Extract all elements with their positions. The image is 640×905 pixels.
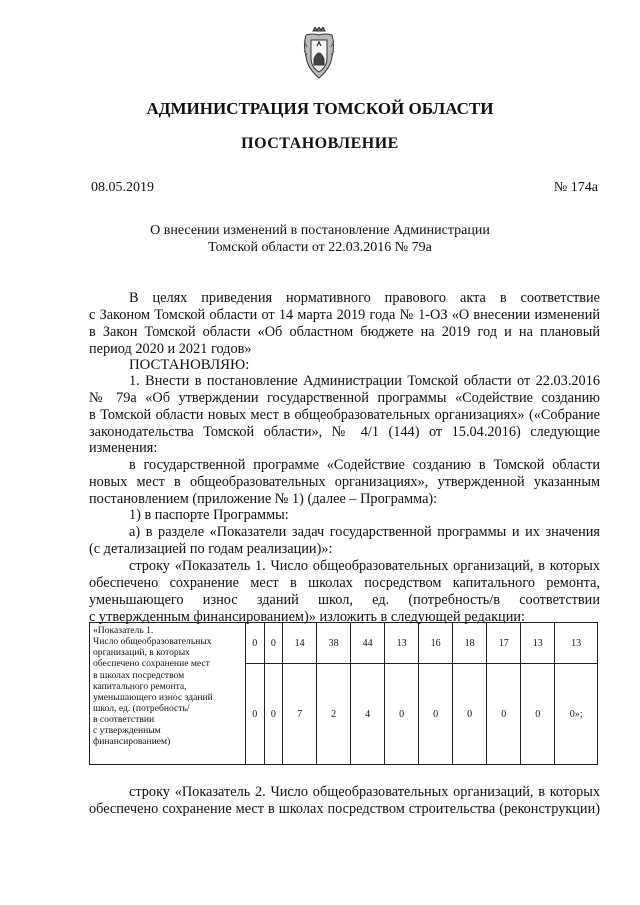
value-cell: 0	[521, 664, 555, 765]
value-cell: 7	[283, 664, 317, 765]
value-cell: 14	[283, 623, 317, 664]
body-line: обеспечено сохранение мест в школах посредством капитального ремонта,	[89, 575, 600, 591]
value-cell: 38	[317, 623, 351, 664]
value-cell: 2	[317, 664, 351, 765]
body-line: в государственной программе «Содействие созданию в Томской области	[129, 457, 600, 473]
body-line: изменения:	[89, 440, 158, 456]
body-line: № 79а «Об утверждении государственной программы «Содействие созданию	[89, 390, 600, 406]
value-cell: 0	[264, 664, 283, 765]
body-line: строку «Показатель 1. Число общеобразовательных организаций, в которых	[129, 558, 600, 574]
body-line: новых мест в общеобразовательных организациях», утвержденной указанным	[89, 474, 600, 490]
label-line: Число общеобразовательных	[93, 636, 212, 648]
body-line: 1) в паспорте Программы:	[129, 507, 289, 523]
value-cell: 0	[487, 664, 521, 765]
body-line: в Закон Томской области «Об областном бюджете на 2019 год и на плановый	[89, 324, 600, 340]
body-line: обеспечено сохранение мест в школах посредством строительства (реконструкции)	[89, 801, 600, 817]
indicator-label-cell	[90, 623, 246, 765]
label-line: в школах посредством	[93, 669, 185, 681]
indicator-table	[89, 622, 598, 765]
label-line: обеспечено сохранение мест	[93, 658, 210, 670]
value-cell: 18	[453, 623, 487, 664]
value-cell: 0»;	[555, 664, 598, 765]
value-cell: 13	[385, 623, 419, 664]
body-line: законодательства Томской области», № 4/1 (144) от 15.04.2016) следующие	[89, 424, 600, 440]
value-cell: 0	[246, 664, 265, 765]
organization-name: АДМИНИСТРАЦИЯ ТОМСКОЙ ОБЛАСТИ	[146, 99, 494, 118]
label-line: капитального ремонта,	[93, 680, 187, 692]
label-line: в соответствии	[93, 714, 155, 725]
value-cell: 13	[555, 623, 598, 664]
subject-line: О внесении изменений в постановление Администрации	[150, 223, 490, 238]
table-row	[90, 623, 598, 664]
body-line: а) в разделе «Показатели задач государственной программы и их значения	[129, 524, 600, 540]
document-date: 08.05.2019	[91, 180, 154, 195]
value-cell: 0	[385, 664, 419, 765]
document-number: № 174а	[553, 180, 598, 195]
value-cell: 0	[453, 664, 487, 765]
subject-line: Томской области от 22.03.2016 № 79а	[208, 240, 432, 255]
body-line: в Томской области новых мест в общеобразовательных организациях» («Собрание	[89, 407, 600, 423]
value-cell: 4	[351, 664, 385, 765]
label-line: «Показатель 1.	[93, 625, 154, 636]
body-line: (с детализацией по годам реализации)»:	[89, 541, 333, 557]
value-cell: 16	[419, 623, 453, 664]
value-cell: 17	[487, 623, 521, 664]
decree-keyword: ПОСТАНОВЛЯЮ:	[129, 357, 250, 373]
value-cell: 0	[419, 664, 453, 765]
label-line: финансированием)	[93, 736, 171, 748]
label-line: организаций, в которых	[93, 647, 190, 659]
value-cell: 0	[246, 623, 265, 664]
value-cell: 0	[264, 623, 283, 664]
body-line: строку «Показатель 2. Число общеобразовательных организаций, в которых	[129, 784, 600, 800]
body-line: 1. Внести в постановление Администрации Томской области от 22.03.2016	[129, 373, 600, 389]
body-line: уменьшающего износ зданий школ, ед. (потребность/в соответствии	[89, 592, 600, 608]
value-cell: 13	[521, 623, 555, 664]
document-type: ПОСТАНОВЛЕНИЕ	[241, 135, 399, 152]
body-line: постановлением (приложение № 1) (далее – Программа):	[89, 491, 438, 507]
body-line: с Законом Томской области от 14 марта 2019 года № 1-ОЗ «О внесении изменений	[89, 307, 600, 323]
coat-of-arms-icon	[302, 27, 336, 80]
label-line: с утвержденным	[93, 725, 161, 737]
body-line: В целях приведения нормативного правового акта в соответствие	[129, 290, 600, 306]
body-line: с утвержденным финансированием)» изложить в следующей редакции:	[89, 609, 525, 625]
label-line: школ, ед. (потребность/	[93, 702, 190, 714]
label-line: уменьшающего износ зданий	[93, 691, 213, 703]
value-cell: 44	[351, 623, 385, 664]
body-line: период 2020 и 2021 годов»	[89, 341, 252, 357]
